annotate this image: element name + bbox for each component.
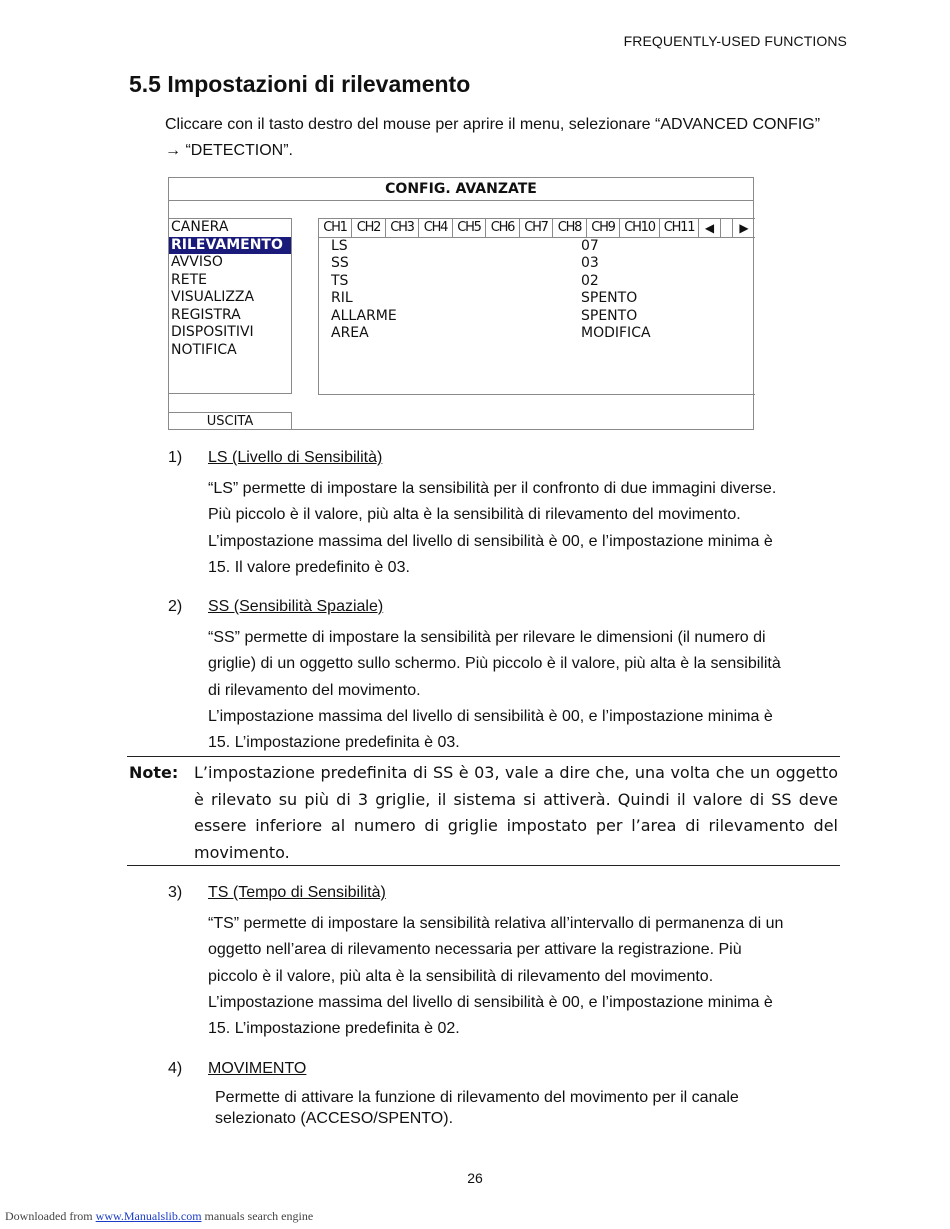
param-value[interactable]: 02 [581,272,599,289]
item-body-ss [208,625,781,756]
tab-ch6[interactable]: CH6 [486,219,520,237]
tab-ch4[interactable]: CH4 [419,219,453,237]
osd-menu-item-rilevamento[interactable]: RILEVAMENTO [169,237,291,255]
body-line: “TS” permette di impostare la sensibilità relativa all’intervallo di permanenza di un [208,915,784,932]
next-channel-arrow-icon[interactable]: ▶ [739,221,749,235]
osd-menu-item-visualizza[interactable]: VISUALIZZA [171,289,255,305]
intro-paragraph: Cliccare con il tasto destro del mouse per aprire il menu, selezionare “ADVANCED CONFIG” → “DETECTION”. [165,116,821,159]
tab-ch8[interactable]: CH8 [553,219,587,237]
item-body-ts [208,911,783,1042]
osd-exit-button[interactable]: USCITA [169,412,292,430]
osd-menu-item-dispositivi[interactable]: DISPOSITIVI [171,324,254,340]
param-row-area[interactable] [319,325,755,342]
param-row-allarme[interactable] [319,308,755,325]
body-line: piccolo è il valore, più alta è la sensibilità di rilevamento del movimento. [208,967,714,985]
param-value[interactable]: 03 [581,255,599,272]
param-name: TS [331,272,349,289]
param-value[interactable]: MODIFICA [581,324,651,341]
body-line: L’impostazione massima del livello di sensibilità è 00, e l’impostazione minima è [208,532,773,550]
body-line: 15. L’impostazione predefinita è 03. [208,734,460,752]
tab-ch1[interactable]: CH1 [319,219,352,237]
param-row-ril[interactable] [319,290,755,307]
item-heading-ss: SS (Sensibilità Spaziale) [208,598,384,615]
item-number: 2) [168,598,183,615]
item-body-ls [208,476,776,581]
osd-menu-item-canera[interactable]: CANERA [171,219,229,235]
body-line: Permette di attivare la funzione di rilevamento del movimento per il canale [215,1089,739,1106]
tab-spacer [721,219,733,237]
item-number: 4) [168,1060,183,1077]
page-number: 26 [467,1170,483,1186]
tab-ch7[interactable]: CH7 [520,219,553,237]
body-line: “LS” permette di impostare la sensibilità per il confronto di due immagini diverse. [208,480,777,497]
tab-ch3[interactable]: CH3 [386,219,419,237]
param-name: AREA [331,324,369,341]
body-line: griglie) di un oggetto sullo schermo. Più piccolo è il valore, più alta è la sensibilità [208,655,781,673]
osd-channel-tabs [319,219,755,238]
param-name: RIL [331,290,353,307]
param-name: ALLARME [331,307,397,324]
tab-ch9[interactable]: CH9 [587,219,620,237]
param-value[interactable]: 07 [581,238,599,254]
osd-config-panel [168,177,754,430]
note-box [127,756,840,866]
footer-suffix: manuals search engine [204,1209,314,1223]
osd-detection-panel [318,218,755,395]
item-number: 1) [168,449,183,466]
tab-ch5[interactable]: CH5 [453,219,486,237]
body-line: 15. L’impostazione predefinita è 02. [208,1020,460,1038]
param-row-ls[interactable] [319,238,755,255]
osd-menu-item-notifica[interactable]: NOTIFICA [171,341,237,358]
osd-menu [169,218,292,394]
param-row-ts[interactable] [319,273,755,290]
param-row-ss[interactable] [319,255,755,272]
tab-ch11[interactable]: CH11 [660,219,699,237]
body-line: L’impostazione massima del livello di sensibilità è 00, e l’impostazione minima è [208,707,773,725]
param-value[interactable]: SPENTO [581,290,638,307]
body-line: selezionato (ACCESO/SPENTO). [215,1110,454,1127]
download-footer [5,1209,313,1224]
item-heading-ts: TS (Tempo di Sensibilità) [208,884,386,901]
param-name: LS [331,238,348,254]
tab-ch2[interactable]: CH2 [352,219,386,237]
tab-ch10[interactable]: CH10 [620,219,660,237]
body-line: Più piccolo è il valore, più alta è la sensibilità di rilevamento del movimento. [208,506,741,524]
osd-footer-divider [318,394,755,395]
body-line: 15. Il valore predefinito è 03. [208,558,410,576]
body-line: oggetto nell’area di rilevamento necessaria per attivare la registrazione. Più [208,941,742,959]
prev-channel-arrow-icon[interactable]: ◀ [699,219,721,237]
osd-menu-item-rete[interactable]: RETE [171,271,207,288]
section-title: 5.5 Impostazioni di rilevamento [129,71,471,97]
osd-menu-item-avviso[interactable]: AVVISO [171,254,223,270]
footer-prefix: Downloaded from [5,1209,93,1223]
body-line: di rilevamento del movimento. [208,681,421,699]
body-line: “SS” permette di impostare la sensibilità per rilevare le dimensioni (il numero di [208,629,766,646]
osd-menu-item-registra[interactable]: REGISTRA [171,306,241,323]
item-heading-movimento: MOVIMENTO [208,1060,307,1077]
osd-title: CONFIG. AVANZATE [169,178,753,201]
param-name: SS [331,255,349,272]
running-header: FREQUENTLY-USED FUNCTIONS [623,33,847,49]
note-label: Note: [129,763,179,782]
note-text: L’impostazione predefinita di SS è 03, vale a dire che, una volta che un oggetto è rilevato su più di 3 griglie, il sistema si attiverà. Quindi il valore di SS deve essere inferiore al numero di griglie impostato per l’area di rilevamento del movimento. [194,763,838,863]
item-heading-ls: LS (Livello di Sensibilità) [208,449,383,466]
manualslib-link[interactable]: www.Manualslib.com [95,1209,202,1223]
item-body-movimento [215,1087,739,1129]
item-number: 3) [168,884,183,901]
body-line: L’impostazione massima del livello di sensibilità è 00, e l’impostazione minima è [208,993,773,1011]
param-value[interactable]: SPENTO [581,307,638,324]
